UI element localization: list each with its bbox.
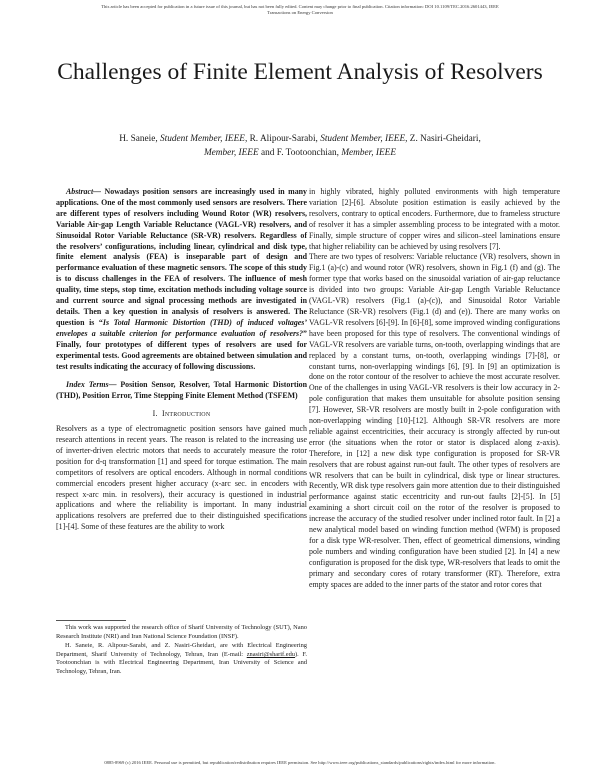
author-name: Z. Nasiri-Gheidari,	[409, 134, 481, 144]
footnote-affiliation-text-2: ). F. Tootoonchian is with Electrical Engineering Department, Iran University of Science and Technology, Tehran, Iran.	[56, 650, 307, 675]
footnotes	[56, 624, 307, 678]
author-name: H. Saneie,	[119, 134, 158, 144]
abstract-text-2: ” Finally, four prototypes of different types of resolvers are used for experimental tests. Good agreements are obtained between simulation and test results indicating the accuracy of following discussions.	[56, 328, 307, 371]
journal-header-line1: This article has been accepted for publication in a future issue of this journal, but has not been fully edited. Content may change prior to final publication. Citation information: DOI 10.1109/TEC.2016.2601443, IEEE	[101, 4, 499, 9]
section-heading	[56, 409, 307, 420]
paper-title: Challenges of Finite Element Analysis of Resolvers	[57, 59, 543, 85]
left-column	[56, 187, 307, 533]
author-role: Member, IEEE	[203, 148, 259, 158]
author-name: F. Tootoonchian,	[276, 148, 339, 158]
section-number: I.	[152, 409, 158, 419]
abstract	[56, 187, 307, 372]
author-name: R. Alipour-Sarabi,	[249, 134, 318, 144]
author-conjunction: and	[261, 148, 275, 158]
abstract-text-1: Nowadays position sensors are increasingly used in many applications. One of the most commonly used sensors are resolvers. There are different types of resolvers including Wound Rotor (WR) resolvers, Variable Air-gap Length Variable Reluctance (VAGL-VR) resolvers, and Sinusoidal Rotor Variable Reluctance (SR-VR) resolvers. Regardless of the resolvers’ configurations, including linear, cylindrical and disk type, finite element analysis (FEA) is inseparable part of design and performance evaluation of these magnetic sensors. The scope of this study is to discuss challenges in the FEA of resolvers. The influence of mesh quality, time steps, stop time, excitation methods including voltage source and current source and signal processing methods are investigated in details. Then a key question in analysis of resolvers is answered. The question is “	[56, 187, 307, 327]
author-role: Student Member, IEEE,	[160, 134, 248, 144]
section-title: Introduction	[162, 409, 211, 419]
author-line-1	[40, 132, 560, 146]
abstract-label: Abstract—	[66, 187, 102, 196]
footnote-affiliation-text-1: H. Saneie, R. Alipour-Sarabi, and Z. Nasiri-Gheidari, are with Electrical Engineering Department, Sharif University of Technology, Tehran, Iran (E-mail:	[56, 642, 307, 658]
copyright-footer: 0885-8969 (c) 2016 IEEE. Personal use is permitted, but republication/redistribution requires IEEE permission. See http://www.ieee.org/publications_standards/publications/rights/index.html for more information.	[104, 760, 496, 765]
index-terms-text: — Position Sensor, Resolver, Total Harmonic Distortion (THD), Position Error, Time Stepping Finite Element Method (TSFEM)	[56, 380, 307, 401]
journal-header-line2: Transactions on Energy Conversion	[267, 10, 333, 16]
footnote-funding: This work was supported the research office of Sharif University of Technology (SUT), Nano Research Institute (NRI) and Iran National Science Foundation (INSF).	[56, 624, 307, 640]
intro-paragraph: Resolvers as a type of electromagnetic position sensors have gained much research attentions in recent years. The reason is related to the increasing use of inverter-driven electric motors that needs to accurately measure the rotor position for d-q transformation [1] and speed for torque estimation. The main competitors of resolvers are optical encoders. Although in normal conditions commercial encoders present higher accuracy (x-arc sec. in encoders with respect x-arc min. in resolvers), their accuracy is questioned in industrial applications and where the reliability is important. In many industrial applications resolvers are preferred due to their distinguished specifications [1]-[4]. Some of these features are the ability to work	[56, 424, 307, 532]
author-line-2	[40, 146, 560, 160]
abstract-question: Is Total Harmonic Distortion (THD) of induced voltages’ envelopes a suitable criterion for performance evaluation of resolvers?	[56, 317, 307, 338]
index-terms-label: Index Terms	[66, 380, 109, 390]
body-paragraph-2: There are two types of resolvers: Variable reluctance (VR) resolvers, shown in Fig.1 (a)-(c) and wound rotor (WR) resolvers, shown in Fig.1 (f) and (g). The former type that works based on the sinusoidal variation of air-gap reluctance is divided into two groups: Variable Air-gap Length Variable Reluctance (VAGL-VR) resolvers (Fig.1 (a)-(c)), and Sinusoidal Rotor Variable Reluctance (SR-VR) resolvers (Fig.1 (d) and (e)). There are many works on VAGL-VR resolvers [6]-[9]. In [6]-[8], some improved winding configurations have been proposed for this type of resolvers. The conventional windings of VAGL-VR resolvers are variable turns, on-tooth, overlapping windings that are replaced by a constant turns, on-tooth, overlapping windings [7]-[8], or constant turns, non-overlapping windings [6], [9]. In [9] an optimization is done on the rotor contour of the resolver to achieve the most accurate resolver. One of the challenges in using VAGL-VR resolvers is their low accuracy in 2-pole configuration that makes them unsuitable for absolute position sensing [7]. However, SR-VR resolvers are mostly built in 2-pole configuration with non-overlapping winding [10]-[12]. Although SR-VR resolvers are more reliable against eccentricities, their accuracy is strongly affected by run-out error (the situations when the rotor or stator is displaced along z-axis). Therefore, in [12] a new disk type configuration is proposed for SR-VR resolvers that are robust against run-out fault. The other types of resolvers are WR resolvers that can be built in cylindrical, disk type or linear structures. Recently, WR disk type resolvers gain more attention due to their distinguished performance against static eccentricity and run-out faults [2]-[5]. In [5] examining a short circuit coil on the rotor of the resolver is proposed to increase the accuracy of the studied resolver under inclined rotor fault. In [2] a new analytical model based on winding function method (WFM) is proposed for a disk type WR-resolver. Then, effect of geometrical dimensions, winding pole numbers and winding configuration have been studied [2]. In [4] a new configuration is proposed for the disk type, WR-resolvers that leads to omit the primary and secondary cores of rotary transformer (RT). Therefore, extra empty spaces are added to the inner parts of the stator and rotor cores that	[309, 252, 560, 589]
index-terms	[56, 380, 307, 402]
email-link[interactable]: znasiri@sharif.edu	[246, 650, 295, 658]
right-column	[309, 187, 560, 591]
author-list	[40, 132, 560, 160]
author-role: Member, IEEE	[341, 148, 397, 158]
journal-header	[0, 4, 600, 16]
footnote-affiliations	[56, 642, 307, 676]
footnote-divider	[56, 620, 126, 621]
author-role: Student Member, IEEE,	[320, 134, 408, 144]
body-paragraph-1: in highly vibrated, highly polluted environments with high temperature variation [2]-[6]. Absolute position estimation is easily achieved by the resolvers, contrary to optical encoders. Furthermore, due to frameless structure of resolver it has a simpler assembling process to be integrated with a motor. Finally, simple structure of copper wires and silicon–steel laminations ensure that higher reliability can be achieved by using resolvers [7].	[309, 187, 560, 251]
